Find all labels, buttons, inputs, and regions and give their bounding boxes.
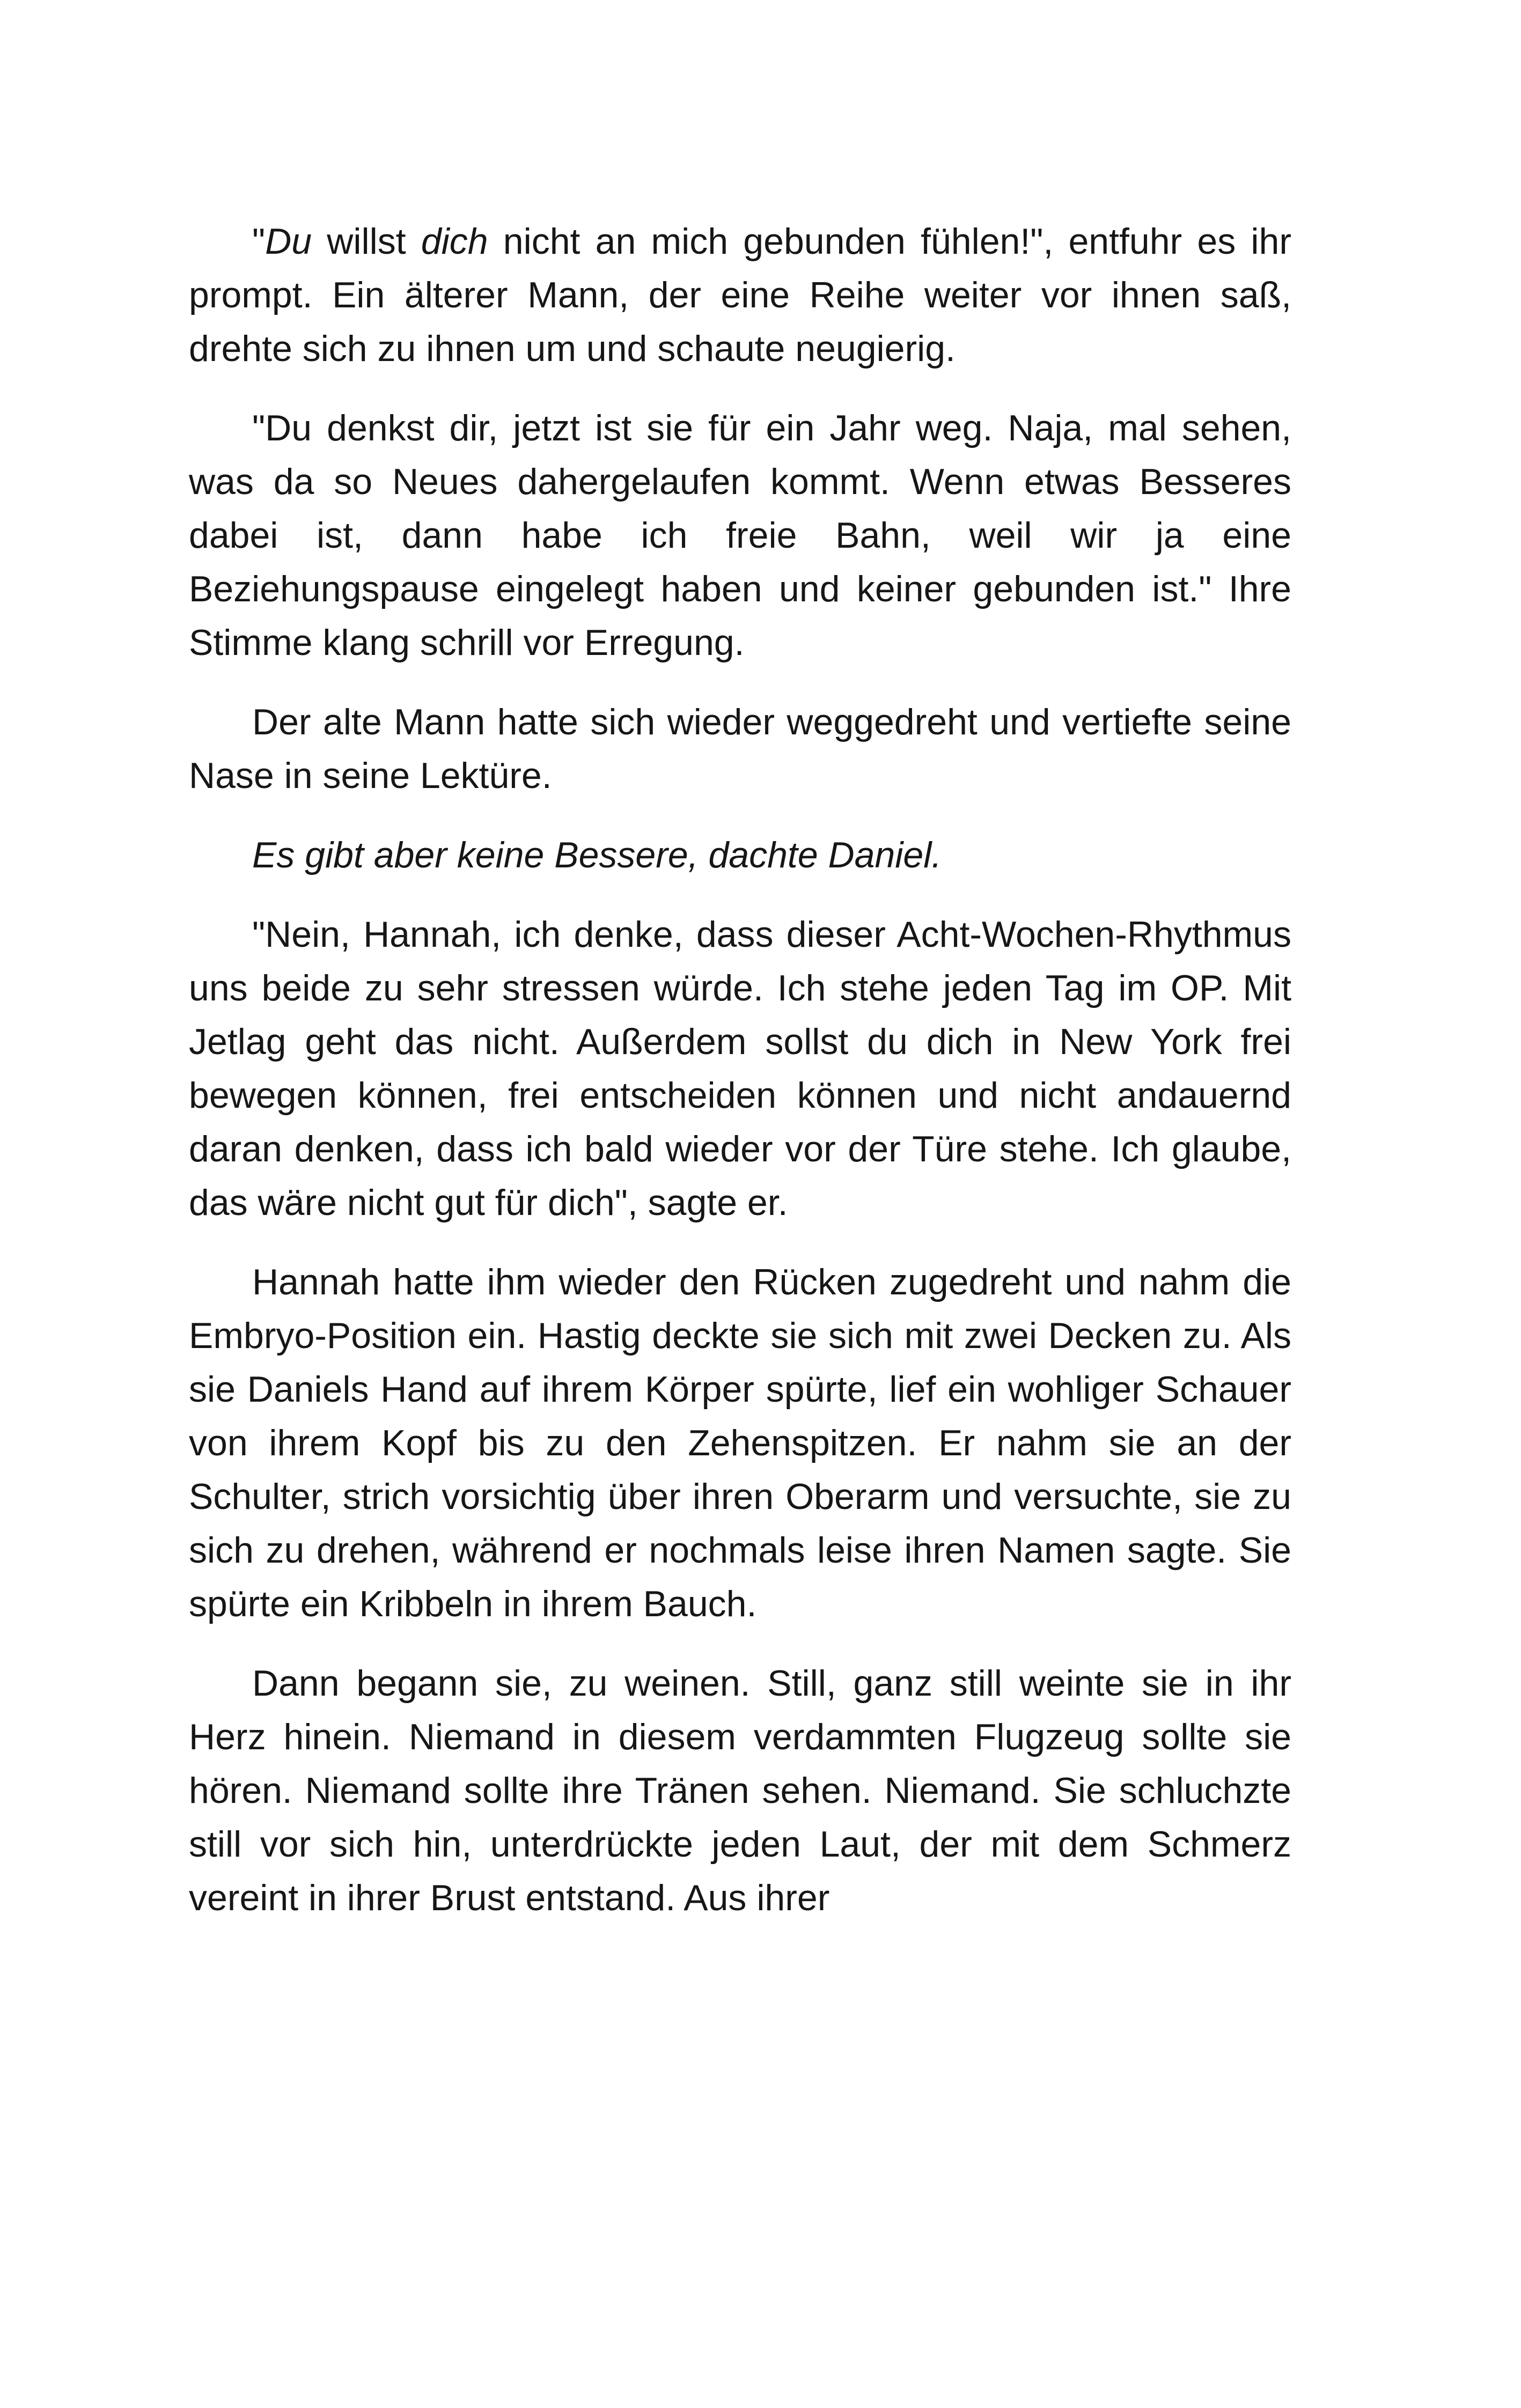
italic-text-segment: Du — [265, 221, 312, 262]
text-segment: Hannah hatte ihm wieder den Rücken zugedreht und nahm die Embryo-Position ein. Hastig deckte sie sich mit zwei Decken zu. Als sie Daniels Hand auf ihrem Körper spürte, lief ein wohliger Schauer von ihrem Kopf bis zu den Zehenspitzen. Er nahm sie an der Schulter, strich vorsichtig über ihren Oberarm und versuchte, sie zu sich zu drehen, während er nochmals leise ihren Namen sagte. Sie spürte ein Kribbeln in ihrem Bauch. — [189, 1262, 1291, 1624]
paragraph — [189, 1656, 1291, 1925]
text-segment: "Du denkst dir, jetzt ist sie für ein Jahr weg. Naja, mal sehen, was da so Neues dahergelaufen kommt. Wenn etwas Besseres dabei ist, dann habe ich freie Bahn, weil wir ja eine Beziehungspause eingelegt haben und keiner gebunden ist." Ihre Stimme klang schrill vor Erregung. — [189, 408, 1291, 663]
italic-text-segment: dich — [421, 221, 488, 262]
text-segment: "Nein, Hannah, ich denke, dass dieser Acht-Wochen-Rhythmus uns beide zu sehr stressen würde. Ich stehe jeden Tag im OP. Mit Jetlag geht das nicht. Außerdem sollst du dich in New York frei bewegen können, frei entscheiden können und nicht andauernd daran denken, dass ich bald wieder vor der Türe stehe. Ich glaube, das wäre nicht gut für dich", sagte er. — [189, 914, 1291, 1223]
text-segment: willst — [312, 221, 421, 262]
text-segment: Dann begann sie, zu weinen. Still, ganz still weinte sie in ihr Herz hinein. Niemand in diesem verdammten Flugzeug sollte sie hören. Niemand sollte ihre Tränen sehen. Niemand. Sie schluchzte still vor sich hin, unterdrückte jeden Laut, der mit dem Schmerz vereint in ihrer Brust entstand. Aus ihrer — [189, 1663, 1291, 1918]
paragraph — [189, 215, 1291, 375]
paragraph — [189, 908, 1291, 1229]
text-segment: nicht an mich gebunden fühlen!", entfuhr es ihr prompt. Ein älterer Mann, der eine Reihe weiter vor ihnen saß, drehte sich zu ihnen um und schaute neugierig. — [189, 221, 1292, 369]
body-text — [189, 215, 1291, 1950]
paragraph — [189, 401, 1291, 669]
paragraph — [189, 1255, 1291, 1631]
text-segment: Der alte Mann hatte sich wieder weggedreht und vertiefte seine Nase in seine Lektüre. — [189, 702, 1291, 796]
text-segment: " — [252, 221, 266, 262]
paragraph — [189, 828, 1291, 882]
paragraph — [189, 695, 1291, 802]
italic-text-segment: Es gibt aber keine Bessere, dachte Daniel. — [252, 835, 942, 875]
